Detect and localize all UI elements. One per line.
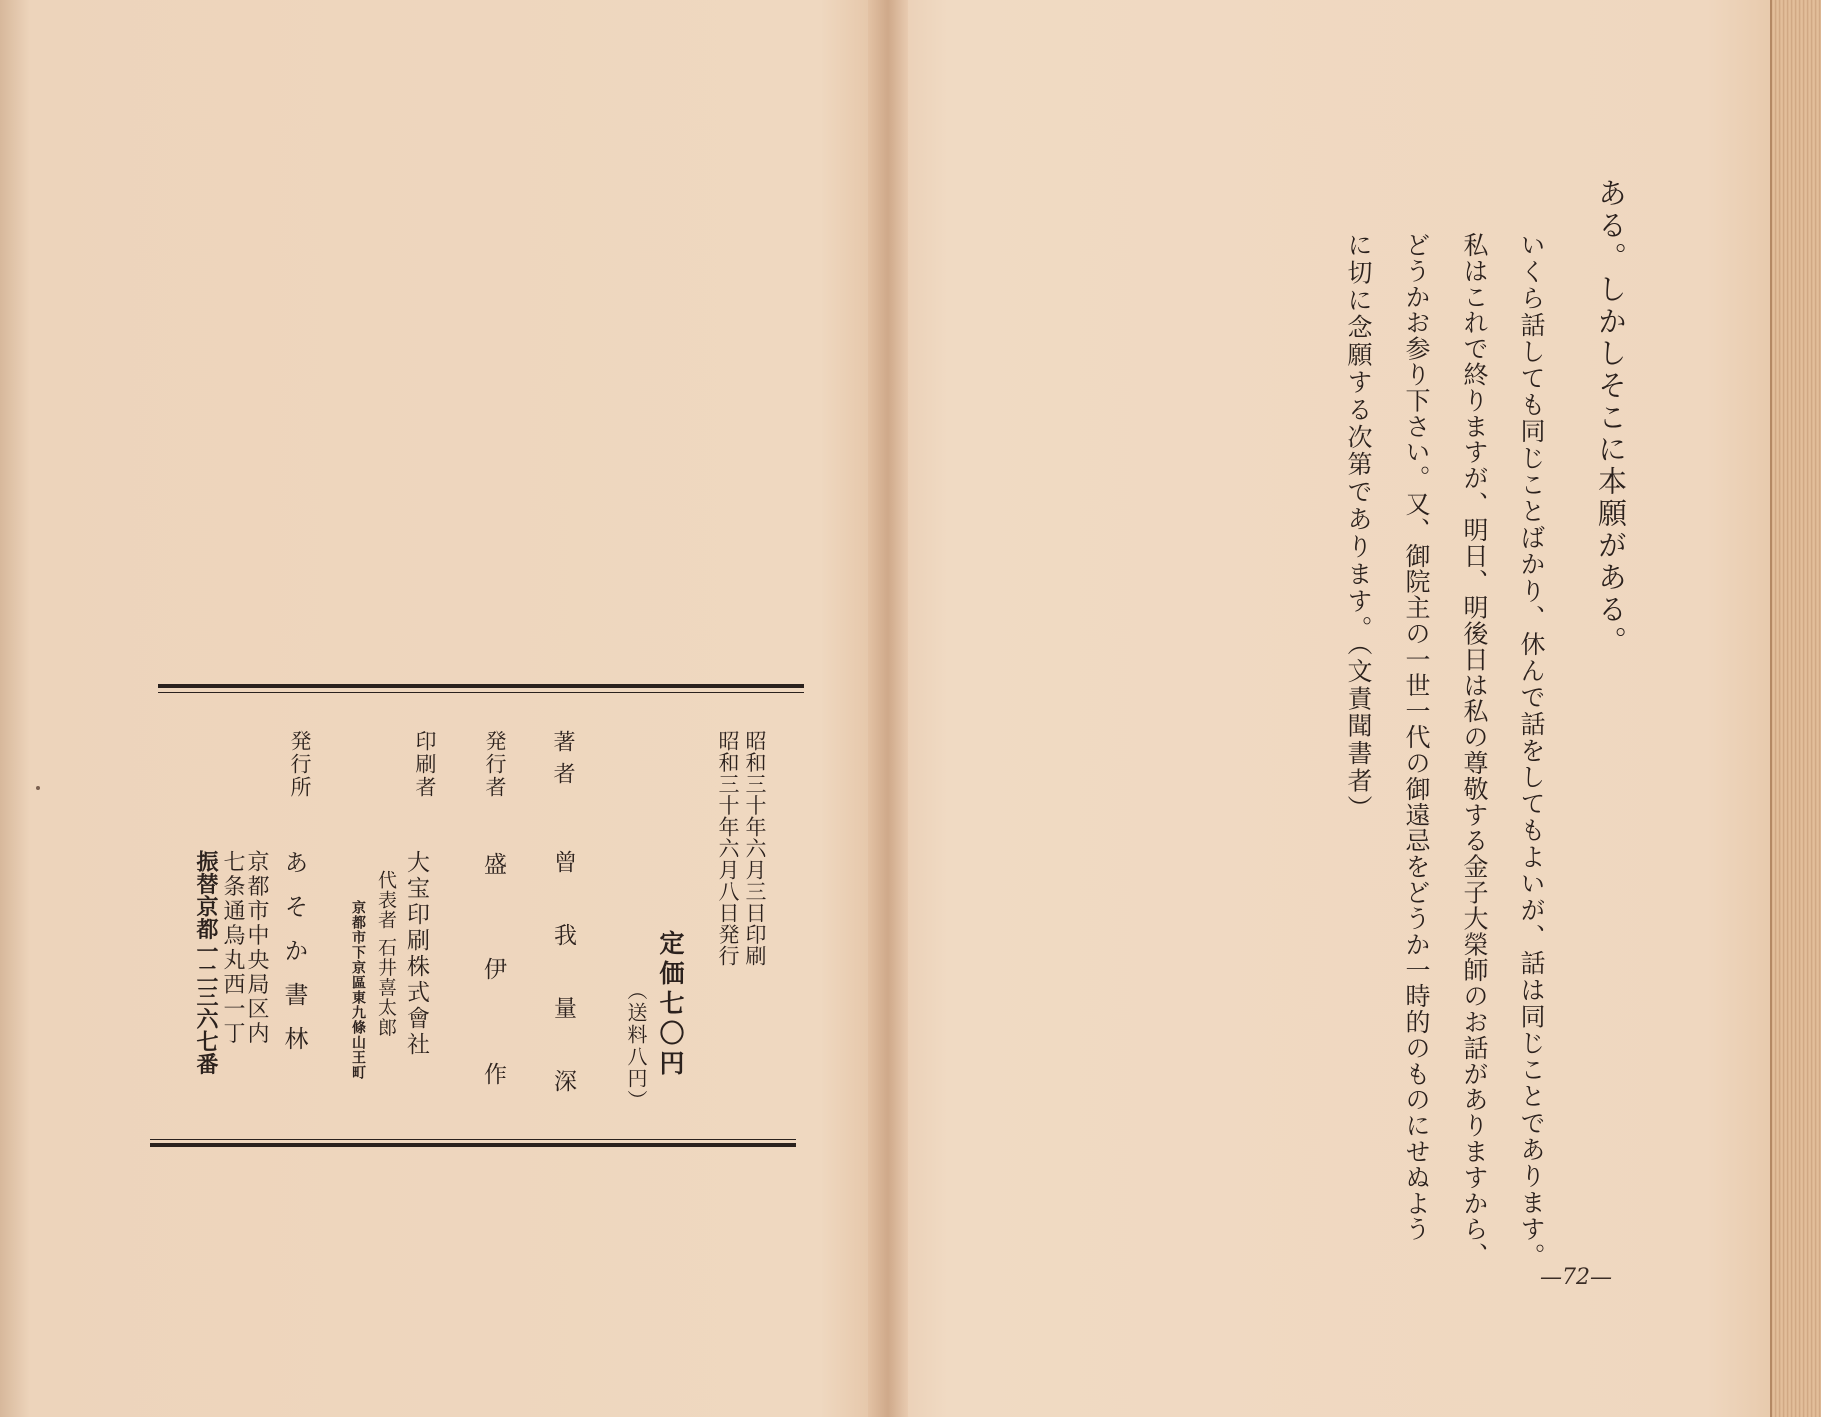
colophon-bottom-rule-thin xyxy=(150,1139,796,1140)
print-date: 昭和三十年六月三日印刷 xyxy=(743,730,767,967)
publisher-name: 盛伊作 xyxy=(480,852,506,1167)
issuer-name: あそか書林 xyxy=(280,850,308,1070)
left-page xyxy=(0,0,888,1417)
author-name: 曾我量深 xyxy=(550,850,576,1142)
body-line-5: に切に念願する次第であります。（文責聞書者） xyxy=(1344,232,1373,823)
body-line-1: ある。しかしそこに本願がある。 xyxy=(1594,178,1628,658)
printer-address: 京都市下京區東九條山王町 xyxy=(350,900,366,1080)
colophon-top-rule-thin xyxy=(158,692,804,693)
page-edges xyxy=(1770,0,1821,1417)
body-line-4: どうかお参り下さい。又、御院主の一世一代の御遠忌をどうか一時的のものにせぬよう xyxy=(1402,232,1431,1243)
page-number: —72— xyxy=(1540,1265,1612,1290)
printer-label: 印刷者 xyxy=(413,730,437,799)
shipping: （送料八円） xyxy=(624,980,648,1112)
printer-representative: 代表者 石井喜太郎 xyxy=(375,870,397,1038)
issuer-street: 七条通烏丸西一丁 xyxy=(220,850,245,1046)
printer-company: 大宝印刷株式會社 xyxy=(403,850,429,1058)
price: 定価七〇円 xyxy=(656,930,685,1080)
paper-speck xyxy=(36,786,40,790)
account-number: 振替京都一二三六七番 xyxy=(193,850,219,1075)
issue-date: 昭和三十年六月八日発行 xyxy=(716,730,740,967)
author-label: 著者 xyxy=(550,730,575,794)
body-line-2: いくら話しても同じことばかり、休んで話をしてもよいが、話は同じことであります。 xyxy=(1517,232,1546,1270)
colophon-top-rule xyxy=(158,684,804,688)
right-page xyxy=(888,0,1778,1417)
issuer-label: 発行所 xyxy=(288,730,312,799)
book-gutter xyxy=(868,0,908,1417)
colophon-bottom-rule xyxy=(150,1143,796,1147)
issuer-address: 京都市中央局区内 xyxy=(244,850,269,1046)
body-line-3: 私はこれで終りますが、明日、明後日は私の尊敬する金子大榮師のお話がありますから、 xyxy=(1460,232,1489,1268)
publisher-label: 発行者 xyxy=(483,730,507,799)
